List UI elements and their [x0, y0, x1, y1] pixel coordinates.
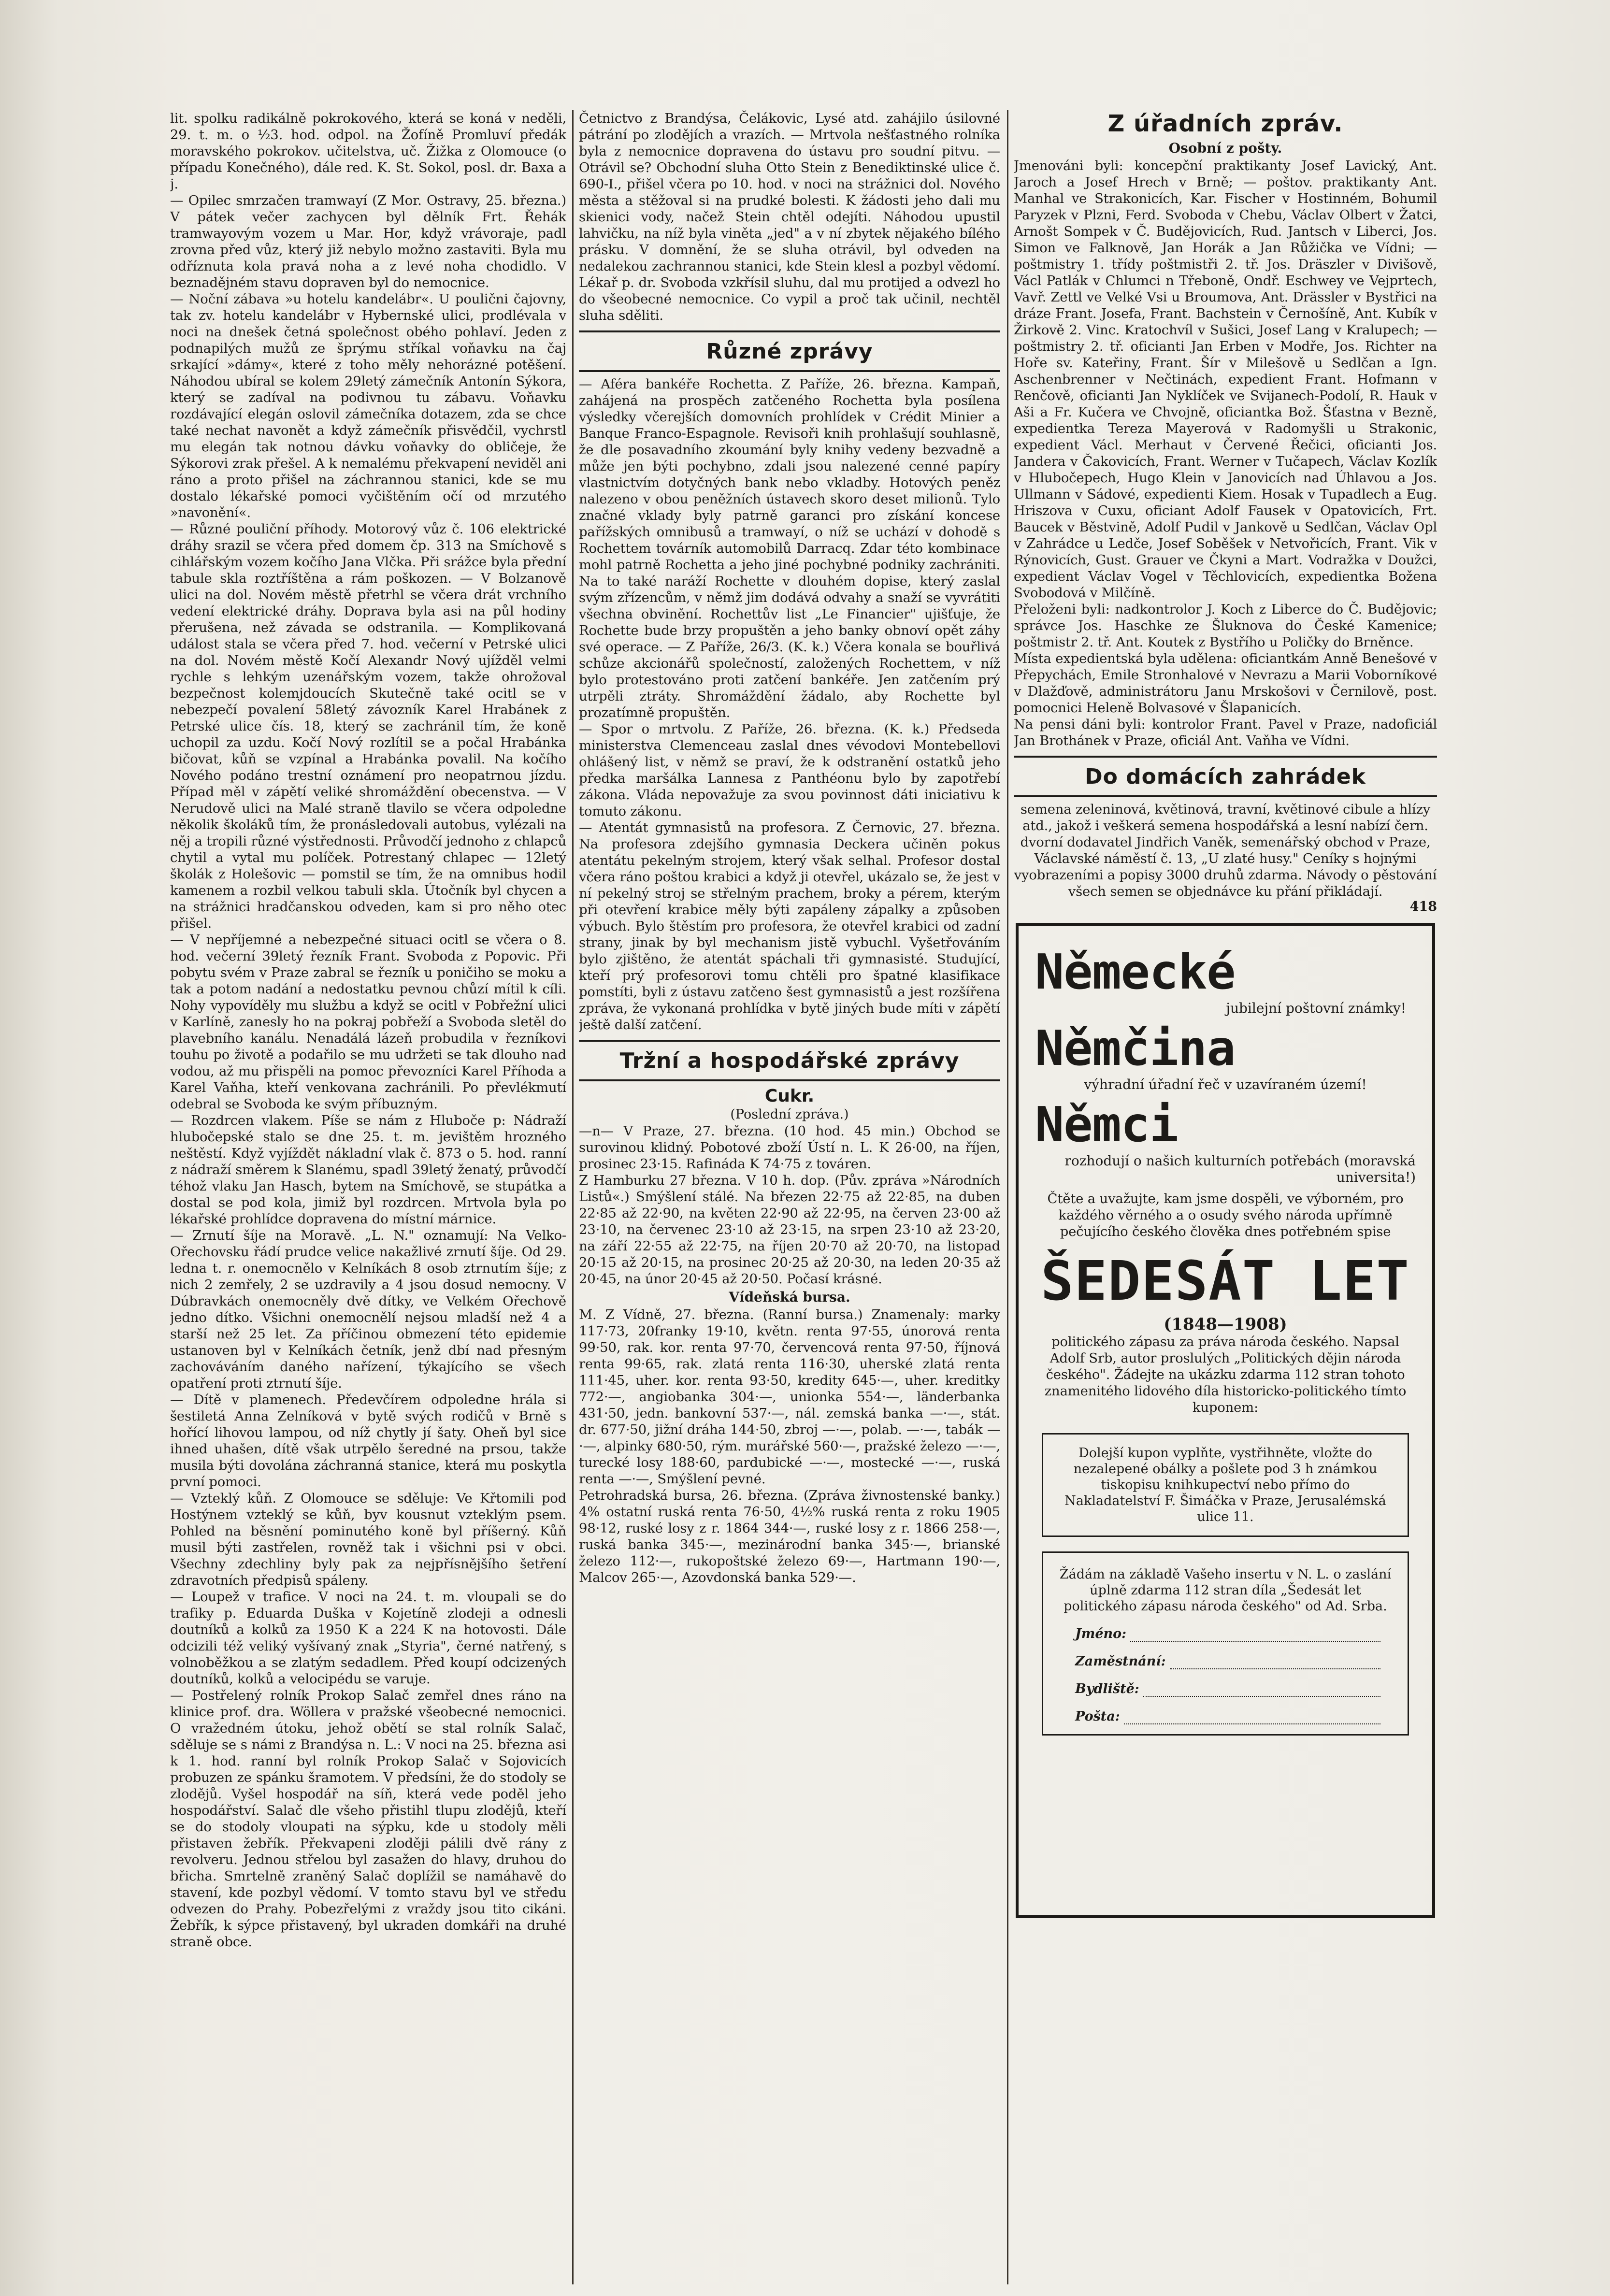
column-rule-1: [572, 110, 574, 2284]
article-neptijemna-situace: — V nepříjemné a nebezpečné situaci ocitl se včera o 8. hod. večerní 39letý řezník Frant. Svoboda z Popovic. Při pobytu svém v Praze zabral se řezník u poničiho se moku a tak a potom nadání a nedostatku pevnou chůzí mítil k cíli. Nohy vypovíděly mu službu a když se ocitl v Pobřežní ulici v Karlíně, zanesly ho na pokraj pobřeží a Svoboda sletěl do plavebního kanálu. Nenadálá lázeň probudila v řezníkovi touhu po životě a podařilo se mu udržeti se tak dlouho nad vodou, až mu přispěli na pomoc převozníci Karel Příhoda a Karel Vaňha, kteří venkovana zachránili. Po převlékmutí odebral se Svoboda ke svým příbuzným.: [170, 932, 566, 1112]
article-zrnuti-sije: — Zrnutí šíje na Moravě. „L. N." oznamují: Na Velko-Ořechovsku řádí prudce velice nakažlivé zrnutí šíje. Od 29. ledna t. r. onemocnělo v Kelníkách 8 osob ztrnutím šíje; z nich 2 zemřely, 2 se uzdravily a 4 jsou dosud nemocny. V Dúbravkách onemocněly dvě dítky, ve Velkém Ořechově jedno dítko. Všichni onemocnělí nejsou mladší než 4 a starší než 25 let. Za příčinou obmezení této epidemie ustanoven byl v Kelníkách četník, jenž dbí nad přesným zachováváním daného nařízení, týkajícího se všech opatření proti ztrnutí šíje.: [170, 1228, 566, 1391]
ad-line-rozhoduji: rozhodují o našich kulturních potřebách (moravská universita!): [1064, 1153, 1416, 1185]
form-label-jmeno: Jméno:: [1075, 1626, 1127, 1641]
ad-number: 418: [1409, 899, 1437, 914]
market-praha: —n— V Praze, 27. března. (10 hod. 45 min.) Obchod se surovinou klidný. Pobotové zboží Ústí n. L. K 26·00, na říjen, prosinec 23·15. Rafináda K 74·75 z továren.: [579, 1123, 1000, 1172]
ad-line-nemecke: Německé: [1035, 944, 1236, 1000]
market-videnska-bursa: M. Z Vídně, 27. března. (Ranní bursa.) Znamenaly: marky 117·73, 20franky 19·10, květn. renta 97·55, únorová renta 99·50, rak. kor. renta 97·70, červencová renta 97·50, říjnová renta 99·65, rak. zlatá renta 116·30, uherské zlatá renta 111·45, uher. kor. renta 93·50, kredity 645·—, uher. kreditky 772·—, angiobanka 304·—, unionka 554·—, länderbanka 431·50, jedn. bankovní 537·—, nál. zemská banka —·—, stát. dr. 677·50, jižní dráha 144·50, zbroj —·—, polab. —·—, tabák —·—, alpinky 680·50, rým. murářské 560·—, pražské železo —·—, turecké losy 188·60, pardubické —·—, mostecké —·—, ruská renta —·—, Smýšlení pevné.: [579, 1307, 1000, 1487]
section-do-domacich-zahradek: [1014, 756, 1437, 797]
ad-line-vyhradni: výhradní úřadní řeč v uzavíraném území!: [1084, 1076, 1367, 1092]
article-jmenovani: Jmenováni byli: koncepční praktikanty Josef Lavický, Ant. Jaroch a Josef Hrech v Brně; — poštov. praktikanty Ant. Manhal ve Strakonicích, Kar. Fischer v Hostinném, Bohumil Paryzek v Plzni, Ferd. Svoboda v Chebu, Václav Olbert v Žatci, Arnošt Sompek v Č. Budějovicích, Rud. Jantsch v Liberci, Jos. Simon ve Falknově, Jan Horák a Jan Růžička ve Vídni; — poštmistry 1. třídy poštmistři 2. tř. Jos. Dräszler v Divišově, Václ Patlák v Chlumci n Třeboně, Ondř. Eschwey ve Vejprtech, Vavř. Zettl ve Velké Vsi u Broumova, Ant. Drässler v Bystřici na dráze Frant. Josefa, Frant. Bachstein v Černošíně, Ant. Kubík v Žirkově 2. Vinc. Kratochvíl v Sušici, Josef Lang v Kralupech; — poštmistry 2. tř. oficianti Jan Erben v Modře, Jos. Richter na Hoře sv. Kateřiny, Frant. Šír v Milešově u Sedlčan a Ign. Aschenbrenner v Nečtinách, expedient Frant. Hofmann v Renčově, oficianti Jan Nyklíček ve Svijanech-Podolí, R. Hauk v Aši a Fr. Kučera ve Chvojně, oficiantka Bož. Šťastna v Bezně, expedientka Tereza Mayerová v Radomyšli u Strakonic, expedient Václ. Merhaut v Červené Řečici, oficianti Jos. Jandera v Čakovicích, Frant. Werner v Tučapech, Václav Kozlík v Hlubočepech, Hugo Klein v Janovicích nad Úhlavou a Jos. Ullmann v Sádové, expedienti Kiem. Hosak v Tupadlech a Eug. Hriszova v Cuxu, oficiant Adolf Fausek v Opatovicích, Frt. Baucek v Běstvině, Adolf Pudil v Jankově u Sedlčan, Václav Opl v Zahrádce u Ledče, Josef Soběšek v Netvořicích, Frant. Vik v Rýnovicích, Gust. Grauer ve Čkyni a Mart. Vodražka v Doužci, expedient Václav Vogel v Těchlovicích, expedientka Božena Svobodová v Milčíně.: [1014, 158, 1437, 601]
section-title-ruzne-zpravy: Různé zprávy: [706, 339, 873, 364]
ad-line-nemcina: Němčina: [1035, 1020, 1236, 1076]
subhead-posledni-zprava: (Poslední zpráva.): [730, 1107, 849, 1122]
article-postreleny-rolnik: — Postřelený rolník Prokop Salač zemřel dnes ráno na klinice prof. dra. Wöllera v pražské všeobecné nemocnici. O vražedném útoku, jehož obětí se stal rolník Salač, sděluje se s námi z Brandýsa n. L.: V noci na 25. března asi k 1. hod. ranní byl rolník Prokop Salač v Sojovicích probuzen ze spánku šramotem. V předsíni, že do stodoly se zlodějů. Vyšel hospodář na síň, která vede poděl jeho hospodářství. Salač dle všeho přistihl tlupu zlodějů, kteří se do stodoly vloupati na sýpku, kde u stodoly měli přistaven žebřík. Překvapeni zloději pálili dvě rány z revolveru. Jednou střelou byl zasažen do hlavy, druhou do břicha. Smrtelně zraněný Salač doplížil se namáhavě do stavení, kde pozbyl vědomí. V tomto stavu byl ve středu odvezen do Prahy. Pobezřelými z vraždy jsou tito cikáni. Žebřík, k sýpce přistavený, byl ukraden domkáři na druhé straně obce.: [170, 1688, 566, 1950]
article-rozdrcen-vlakem: — Rozdrcen vlakem. Píše se nám z Hluboče p: Nádraží hlubočepské stalo se dne 25. t. m. jevištěm hrozného neštěstí. Když vyjíždět nákladní vlak č. 873 o 5. hod. ranní z nádraží směrem k Slanému, spadl 39letý ženatý, průvodčí téhož vlaku Jan Hasch, bytem na Smíchově, se stupátka a dostal se pod kola, jimiž byl rozdrcen. Mrtvola byla po lékařské prohlídce dopravena do místní márnice.: [170, 1113, 566, 1227]
column-3: [1014, 110, 1437, 2284]
article-atentat: — Atentát gymnasistů na profesora. Z Černovic, 27. března. Na profesora zdejšího gymnasia Deckera učiněn pokus atentátu pekelným strojem, který však selhal. Profesor dostal včera ráno poštou krabici a když ji otevřel, ukázalo se, že jest v ní pekelný stroj se střelným prachem, broky a pérem, kterým při otevření krabice měly býti zapáleny zápalky a způsoben výbuch. Bylo štěstím pro profesora, že otevřel krabici od zadní strany, jinak by byl mechanism jistě vybuchl. Vyšetřováním bylo zjištěno, že atentát spáchali tři gymnasisté. Studující, kteří prý profesorovi tomu chtěli pro špatné klasifikace pomstíti, byli z ústavu zatčeno šest gymnasistů a jest rozšířena zpráva, že vykonaná prohlídka v bytě jiných bude míti v zápětí ještě další zatčení.: [579, 820, 1000, 1033]
market-petrohradska-bursa: Petrohradská bursa, 26. března. (Zpráva živnostenské banky.) 4% ostatní ruská renta 76·50, 4½% ruská renta z roku 1905 98·12, ruské losy z r. 1864 344·—, ruské losy z r. 1866 258·—, ruská banka 345·—, mezinárodní banka 345·—, brianské železo 112·—, rukopoštské železo 69·—, Hartmann 190·—, Malcov 265·—, Azovdonská banka 529·—.: [579, 1488, 1000, 1585]
article-mista-expedientska: Místa expedientská byla udělena: oficiantkám Anně Benešové v Přepychách, Emile Stronhalové v Nevrazu a Marii Voborníkové v Dlažďově, administrátoru Janu Mrskošovi v Černilově, post. pomocnici Heleně Bolvasové v Šlapanicích.: [1014, 651, 1437, 716]
ad-text-description: politického zápasu za práva národa českého. Napsal Adolf Srb, autor proslulých „Politických dějin národa českého". Žádejte na ukázku zdarma 112 stran tohoto znamenitého lidového díla historicko-politického tímto kuponem:: [1044, 1334, 1407, 1415]
section-title-zahradek: Do domácích zahrádek: [1085, 764, 1366, 789]
previous-page-edge: [0, 0, 58, 2296]
ad-years: (1848—1908): [1164, 1315, 1287, 1334]
article-prelozeni: Přeloženi byli: nadkontrolor J. Koch z Liberce do Č. Budějovic; správce Jos. Haschke ze Šluknova do České Kamenice; poštmistr 2. tř. Ant. Koutek z Bystřího u Poličky do Brněnce.: [1014, 602, 1437, 650]
section-trzni-zpravy: [579, 1040, 1000, 1081]
form-line-posta[interactable]: [1124, 1711, 1380, 1724]
subhead-osobni-z-posty: Osobní z pošty.: [1168, 140, 1282, 156]
form-field-posta[interactable]: [1075, 1708, 1395, 1724]
article-necni-zabava: — Noční zábava »u hotelu kandelábr«. U poulični čajovny, tak zv. hotelu kandelábr v Hybernské ulici, prodlévala v noci na dnešek četná společnost obého pohlaví. Jeden z podnapilých mužů ze šprýmu stříkal voňavku na čaj srkající »dámy«, které z toho měly nehorázné potěšení. Náhodou ubíral se kolem 29letý zámečník Antonín Sýkora, který se zadíval na podivnou tu zábavu. Voňavku rozdávající elegán oslovil zámečníka dotazem, zda se chce také nechat navonět a když zámečník přisvědčil, vychrstl mu elegán tak notnou dávku voňavky do obličeje, že Sýkorovi zrak přešel. A k nemalému překvapení neviděl ani ráno a proto přišel na záchrannou stanici, kde se mu dostalo lékařské pomoci vyčištěním očí od mrzutého »navonění«.: [170, 291, 566, 520]
column-2: [579, 110, 1000, 2284]
ad-line-jubilejni: jubilejní poštovní známky!: [1226, 1000, 1406, 1016]
column-1: [170, 110, 566, 2284]
section-title-z-uradnich-zprav: Z úřadních zpráv.: [1107, 110, 1343, 137]
ad-line-nemci: Němci: [1035, 1096, 1179, 1153]
ad-text-ctete: Čtěte a uvažujte, kam jsme dospěli, ve výborném, pro každého věrného a o osudy svého národa upřímně pečujícího českého člověka dnes potřebném spise: [1047, 1191, 1404, 1239]
coupon-box: [1042, 1433, 1409, 1537]
form-line-bydliste[interactable]: [1143, 1683, 1380, 1697]
form-label-posta: Pošta:: [1075, 1709, 1120, 1724]
form-field-zamestnani[interactable]: [1075, 1653, 1395, 1669]
form-label-zamestnani: Zaměstnání:: [1075, 1654, 1166, 1669]
article-vzteky-kun: — Vzteklý kůň. Z Olomouce se sděluje: Ve Křtomili pod Hostýnem vzteklý se kůň, byv kousnut vzteklým psem. Pohled na běsnění pominutého koně byl příšerný. Kůň musil býti zastřelen, rovněž tak i všichni psi v obci. Všechny zdechliny byly pak za nejpřísnějšího šetření zdravotních předpisů spáleny.: [170, 1491, 566, 1588]
article-mrtvola: Četnictvo z Brandýsa, Čelákovic, Lysé atd. zahájilo úsilovné pátrání po zlodějích a vrazích. — Mrtvola nešťastného rolníka byla z nemocnice dopravena do ústavu pro soudní pitvu. — Otrávil se? Obchodní sluha Otto Stein z Benediktinské ulice č. 690-I., přišel včera po 10. hod. v noci na strážnici dol. Nového města a stěžoval si na prudké bolesti. K žádosti jeho dali mu skienici vody, načež Stein chtěl odejíti. Náhodou upustil lahvičku, na níž byla viněta „jed" a v ní zbytek nějakého bílého prásku. V domnění, že se sluha otrávil, byl odveden na nedalekou zachrannou stanici, kde Stein klesl a pozbyl vědomí. Lékař p. dr. Svoboda vzkřísil sluhu, dal mu protijed a odvezl ho do všeobecné nemocnice. Co vypil a proč tak učinil, nechtěl sluha sděliti.: [579, 111, 1000, 323]
form-field-bydliste[interactable]: [1075, 1681, 1395, 1697]
ad-title-sedesat-let: ŠEDESÁT LET: [1041, 1250, 1410, 1313]
section-ruzne-zpravy: [579, 330, 1000, 372]
market-hamburk: Z Hamburku 27 března. V 10 h. dop. (Pův. zpráva »Národních Listů«.) Smýšlení stálé. Na březen 22·75 až 22·85, na duben 22·85 až 22·90, na květen 22·90 až 22·95, na červen 23·00 až 23·10, na červenec 23·10 až 23·15, na srpen 23·10 až 23·20, na září 22·55 až 22·75, na říjen 20·70 až 20·70, na listopad 20·15 až 20·15, na prosinec 20·25 až 20·30, na leden 20·35 až 20·45, na únor 20·45 až 20·50. Počasí krásné.: [579, 1173, 1000, 1287]
article-spor-o-mrtvolu: — Spor o mrtvolu. Z Paříže, 26. března. (K. k.) Předseda ministerstva Clemenceau zaslal dnes vévodovi Montebellovi ohlášený list, v němž se praví, že k odstranění ostatků jeho předka maršálka Lannesa z Panthéonu bylo by zapotřebí zákona. Vláda nepovažuje za svou povinnost dáti iniciativu k tomuto zákonu.: [579, 721, 1000, 819]
section-title-trzni: Tržní a hospodářské zprávy: [619, 1048, 960, 1073]
subhead-cukr: Cukr.: [764, 1086, 815, 1106]
article-na-pensi: Na pensi dáni byli: kontrolor Frant. Pavel v Praze, nadoficiál Jan Brothánek v Praze, oficiál Ant. Vaňha ve Vídni.: [1014, 717, 1437, 748]
article-dite-v-plamenech: — Dítě v plamenech. Předevčírem odpoledne hrála si šestiletá Anna Zelníková v bytě svých rodičů v Brně s hořící lihovou lampou, od níž chytly jí šaty. Oheň byl sice ihned uhašen, dítě však utrpělo šeredné na prsou, takže musila býti dovolána záchranná stanice, která mu poskytla první pomoci.: [170, 1392, 566, 1490]
form-label-bydliste: Bydliště:: [1075, 1681, 1139, 1696]
subhead-videnska-bursa: Vídeňská bursa.: [729, 1289, 850, 1305]
ad-vanek: semena zeleninová, květinová, travní, květinové cibule a hlízy atd., jakož i veškerá semena hospodářská a lesní nabízí čern. dvorní dodavatel Jindřich Vaněk, semenářský obchod v Praze, Václavské náměstí č. 13, „U zlaté husy." Ceníky s hojnými vyobrazeními a popisy 3000 druhů zdarma. Návody o pěstování všech semen se objednávce ku přání přikládají.: [1014, 802, 1437, 899]
coupon-text: Dolejší kupon vyplňte, vystřihněte, vložte do nezalepené obálky a pošlete pod 3 h známkou tiskopisu knihkupectví nebo přímo do Nakladatelství F. Šimáčka v Praze, Jerusalémská ulice 11.: [1064, 1446, 1386, 1524]
article-opilec: — Opilec smrzačen tramwayí (Z Mor. Ostravy, 25. března.) V pátek večer zachycen byl dělník Frt. Řehák tramwayovým vozem u Mar. Hor, když vrávoraje, padl zrovna před vůz, který již nebylo možno zastaviti. Byla mu odříznuta kola pravá noha a z levé noha chodidlo. V beznadějném stavu dopraven byl do nemocnice.: [170, 193, 566, 290]
advertisement-box: [1016, 923, 1435, 1918]
form-field-jmeno[interactable]: [1075, 1626, 1395, 1642]
order-text: Žádám na základě Vašeho insertu v N. L. o zaslání úplně zdarma 112 stran díla „Šedesát let politického zápasu národa českého" od Ad. Srba.: [1059, 1567, 1392, 1614]
column-rule-2: [1007, 110, 1008, 2284]
article-spolku: lit. spolku radikálně pokrokového, která se koná v neděli, 29. t. m. o ½3. hod. odpol. na Žofíně Promluví předák moravského pokrokov. učitelstva, uč. Žižka z Olomouce (o případu Konečného), dále red. K. St. Sokol, posl. dr. Baxa a j.: [170, 111, 566, 192]
article-loupez-v-trafice: — Loupež v trafice. V noci na 24. t. m. vloupali se do trafiky p. Eduarda Duška v Kojetíně zlodeji a odnesli doutníků a kolků za 1950 K a 224 K na hotovosti. Dále odcizili též veliký vyšívaný znak „Styria", černé natřený, s volnoběžkou a se zlatým sedadlem. Před koupí odcizených doutníků, kolků a velocipédu se varuje.: [170, 1589, 566, 1687]
form-line-zamestnani[interactable]: [1170, 1656, 1380, 1669]
article-ruzne-prihody: — Různé pouliční příhody. Motorový vůz č. 106 elektrické dráhy srazil se včera před domem čp. 313 na Smíchově s cihlářským vozem kočího Jana Vlčka. Při srážce byla přední tabule skla roztříštěna a rám poškozen. — V Bolzanově ulici na dol. Novém městě přetrhl se včera drát vrchního vedení elektrické dráhy. Doprava byla asi na půl hodiny přerušena, než závada se odstranila. — Komplikovaná událost stala se včera před 7. hod. večerní v Petrské ulici na dol. Novém městě Kočí Alexandr Nový ujížděl velmi rychle s lehkým uzenářským vozem, takže ohrožoval bezpečnost kolemjdoucích Skutečně také ocitl se v nebezpečí povalení 58letý závozník Karel Hrabánek z Petrské ulice čís. 18, který se zachránil tím, že koně uchopil za uzdu. Kočí Nový rozlítil se a počal Hrabánka bičovat, kůň se vzpínal a Hrabánka povalil. Na kočího Nového podáno trestní oznámení pro neopatrnou jízdu. Případ měl v zápětí veliké shromáždění obecenstva. — V Nerudově ulici na Malé straně tlavilo se včera odpoledne několik školáků tím, že pronásledovali autobus, vylézali na něj a tropili různé výstřednosti. Průvodčí jednoho z chlapců chytil a vytal mu políček. Potrestaný chlapec — 12letý školák z Holešovic — pomstil se tím, že na omnibus hodil kamenem a rozbil velkou tabuli skla. Útočník byl chycen a na strážnici hradčanskou odveden, kam si pro něho otec přišel.: [170, 521, 566, 931]
article-afera-bankere: — Aféra bankéře Rochetta. Z Paříže, 26. března. Kampaň, zahájená na prospěch zatčeného Rochetta byla posílena výsledky včerejších domovních prohlídek v Crédit Minier a Banque Franco-Espagnole. Revisoři knih prohlašují souhlasně, že dle posavadního zkoumání byly knihy vedeny bezvadně a může jen býti pochybno, zdali jsou nalezené cenné papíry vlastnictvím dotyčných bank nebo vkladby. Hotových peněz nalezeno v obou peněžních ústavech skoro deset milionů. Tylo značné vklady byly patrně garanci pro získání koncese pařížských omnibusů a tramwayí, o níž se uchází v dohodě s Rochettem továrník automobilů Darracq. Zdar této kombinace mohl patrně Rochetta a jeho jiné pochybné podniky zachrániti. Na to také naráží Rochette v dlouhém dopise, který zaslal svým zřízencům, v němž jim dodává odvahy a snaží se vyvrátiti všechna obvinění. Rochettův list „Le Financier" ujišťuje, že Rochette bude brzy propuštěn a jeho banky obnoví opět záhy své operace. — Z Paříže, 26/3. (K. k.) Včera konala se bouřlivá schůze akcionářů společností, založených Rochettem, v níž bylo protestováno proti zatčení bankéře. Jen zatčením prý utrpěli ztráty. Shromáždění žádalo, aby Rochette byl prozatímně propuštěn.: [579, 376, 1000, 720]
order-form[interactable]: [1042, 1551, 1409, 1736]
form-line-jmeno[interactable]: [1130, 1628, 1380, 1642]
